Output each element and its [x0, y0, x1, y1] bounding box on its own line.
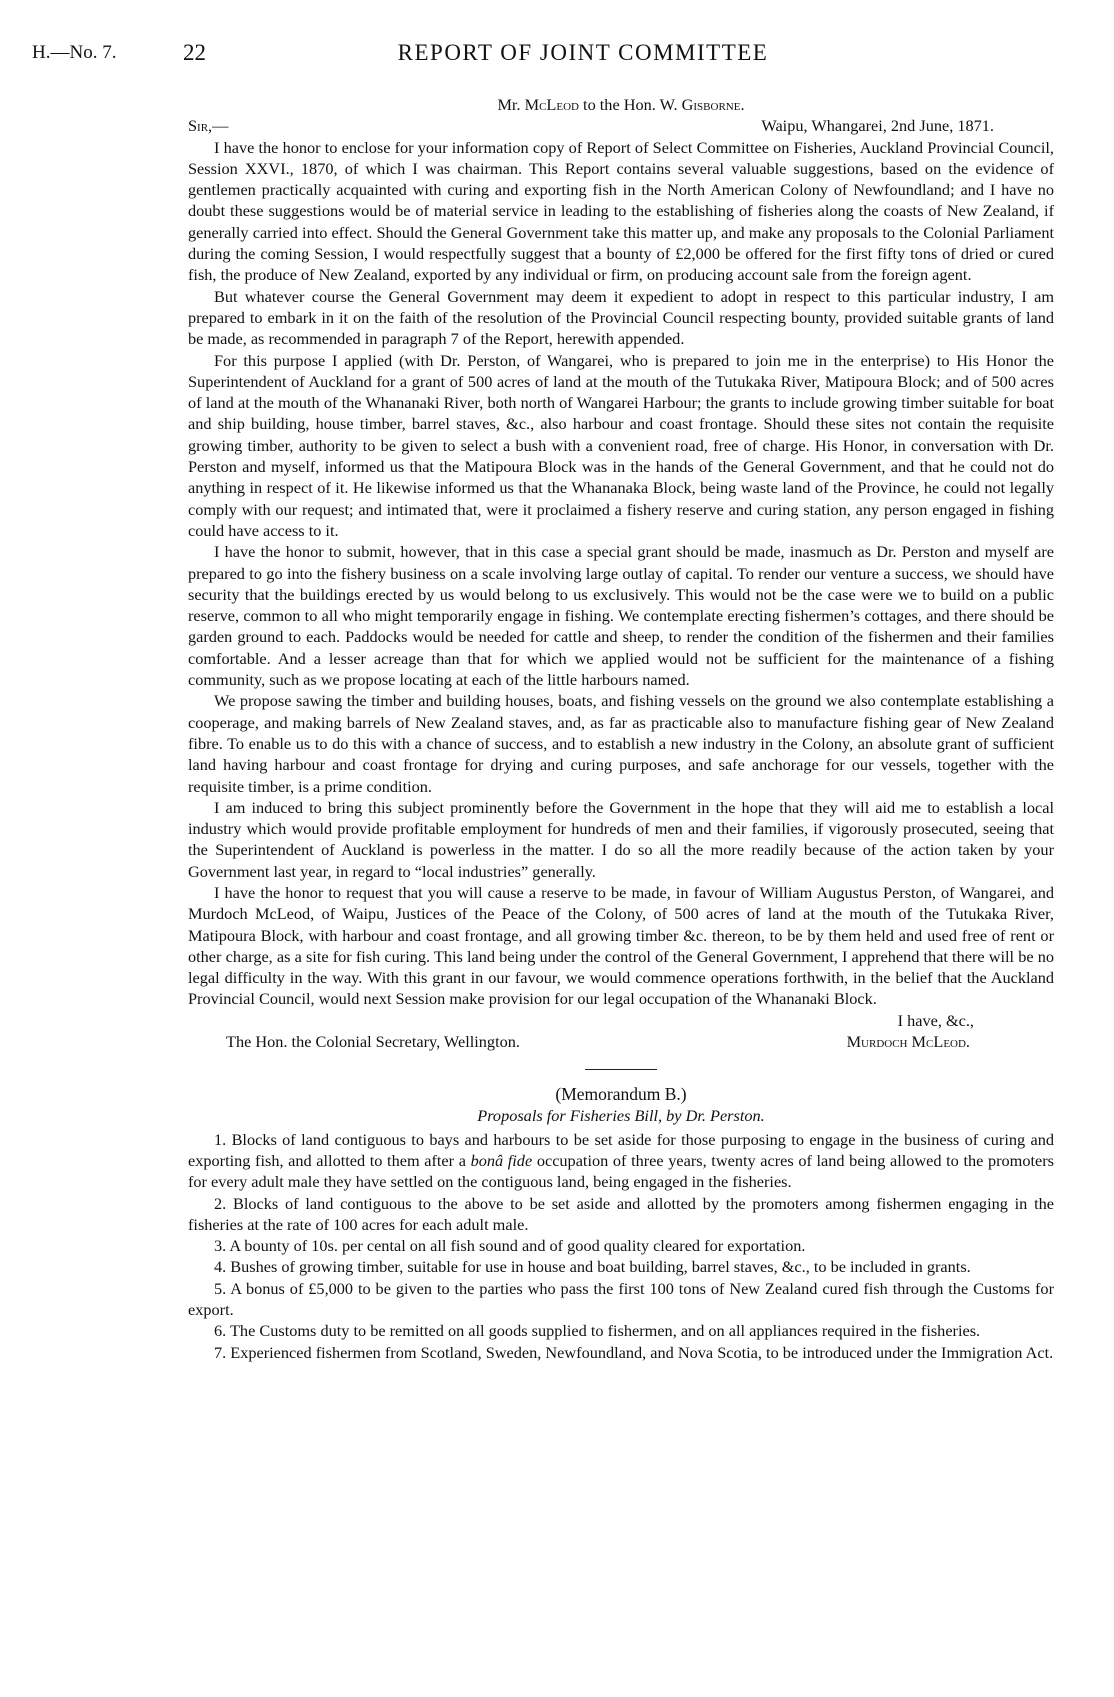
letter-heading: Mr. McLeod to the Hon. W. Gisborne. [497, 95, 745, 114]
letter-paragraph: I have the honor to request that you will cause a reserve to be made, in favour of William Augustus Perston, of Wangarei, and Murdoch McLeod, of Waipu, Justices of the Peace of the Colony, of 500 acres of land at the mouth of the Tutukaka River, Matipoura Block, with harbour and coast frontage, and all growing timber &c. thereon, to be by them held and used free of rent or other charge, as a site for fish curing. This land being under the control of the General Government, I apprehend that there will be no legal difficulty in the way. With this grant in our favour, we would commence operations forthwith, in the belief that the Auckland Provincial Council, would next Session make provision for our legal occupation of the Whananaki Block. [188, 882, 1054, 1009]
letter-paragraph: I am induced to bring this subject prominently before the Government in the hope that they will aid me to establish a local industry which would provide profitable employment for hundreds of men and their families, if vigorously prosecuted, seeing that the Superintendent of Auckland is powerless in the matter. I do so all the more readily because of the action taken by your Government last year, in regard to “local industries” generally. [188, 797, 1054, 881]
signature-line [188, 1031, 1054, 1053]
proposal-item: 7. Experienced fishermen from Scotland, Sweden, Newfoundland, and Nova Scotia, to be introduced under the Immigration Act. [214, 1342, 1054, 1362]
proposal-item: 1. Blocks of land contiguous to bays and harbours to be set aside for those purposing to engage in the business of curing and exporting fish, and allotted to them after a bonâ fide occupation of three years, twenty acres of land being allowed to the promoters for every adult male they have settled on the contiguous land, being engaged in the fisheries. [188, 1129, 1054, 1192]
page-header [32, 40, 1074, 70]
running-title: REPORT OF JOINT COMMITTEE [397, 40, 769, 65]
proposal-item: 6. The Customs duty to be remitted on all goods supplied to fishermen, and on all appliances required in the fisheries. [214, 1321, 981, 1341]
memo-title: (Memorandum B.) [555, 1084, 687, 1105]
salutation-line [188, 115, 1054, 136]
page-body [188, 94, 1054, 1363]
closing: I have, &c., [897, 1010, 974, 1030]
letter-paragraph: For this purpose I applied (with Dr. Perston, of Wangarei, who is prepared to join me in the enterprise) to His Honor the Superintendent of Auckland for a grant of 500 acres of land at the mouth of the Tutukaka River, Matipoura Block; and of 500 acres of land at the mouth of the Whananaki River, both north of Wangarei Harbour; the grants to include growing timber suitable for boat and ship building, house timber, barrel staves, &c., also harbour and coast frontage. Should these sites not contain the requisite growing timber, authority to be given to select a bush with a convenient road, free of charge. His Honor, in conversation with Dr. Perston and myself, informed us that the Matipoura Block was in the hands of the General Government, and that he could not do anything in respect of it. He likewise informed us that the Whananaka Block, being waste land of the Province, he could not legally comply with our request; and intimated that, were it proclaimed a fishery reserve and curing station, any person engaged in fishing could have access to it. [188, 350, 1054, 540]
place-date: Waipu, Whangarei, 2nd June, 1871. [761, 116, 994, 136]
proposal-item: 5. A bonus of £5,000 to be given to the parties who pass the first 100 tons of New Zealand cured fish through the Customs for export. [188, 1278, 1054, 1320]
proposal-list [188, 1129, 1054, 1363]
signature: Murdoch McLeod. [846, 1032, 970, 1052]
letter-paragraph: But whatever course the General Government may deem it expedient to adopt in respect to this particular industry, I am prepared to embark in it on the faith of the resolution of the Provincial Council respecting bounty, provided suitable grants of land be made, as recommended in paragraph 7 of the Report, herewith appended. [188, 286, 1054, 349]
proposal-item: 4. Bushes of growing timber, suitable for use in house and boat building, barrel staves, &c., to be included in grants. [214, 1257, 971, 1277]
section-divider [585, 1069, 657, 1070]
addressee: The Hon. the Colonial Secretary, Wellington. [226, 1032, 520, 1052]
proposal-item: 2. Blocks of land contiguous to the above to be set aside and allotted by the promoters among fishermen engaging in the fisheries at the rate of 100 acres for each adult male. [188, 1193, 1054, 1234]
salutation: Sir,— [188, 116, 229, 136]
memo-subtitle: Proposals for Fisheries Bill, by Dr. Perston. [477, 1106, 765, 1126]
paper-reference: H.—No. 7. [32, 42, 117, 63]
letter-paragraph: I have the honor to submit, however, that in this case a special grant should be made, inasmuch as Dr. Perston and myself are prepared to go into the fishery business on a scale involving large outlay of capital. To render our venture a success, we should have security that the buildings erected by us would belong to us exclusively. This would not be the case were we to build on a public reserve, common to all who might temporarily engage in fishing. We contemplate erecting fishermen’s cottages, and there should be garden ground to each. Paddocks would be needed for cattle and sheep, to render the condition of the fishermen and their families comfortable. And a lesser acreage than that for which we applied would not be sufficient for the maintenance of a fishing community, such as we propose locating at each of the little harbours named. [188, 542, 1054, 690]
letter-paragraph: We propose sawing the timber and building houses, boats, and fishing vessels on the ground we also contemplate establishing a cooperage, and making barrels of New Zealand staves, and, as far as practicable also to manufacture fishing gear of New Zealand fibre. To enable us to do this with a chance of success, and to establish a new industry in the Colony, an absolute grant of sufficient land having harbour and coast frontage for drying and curing purposes, and safe anchorage for our vessels, together with the requisite timber, is a prime condition. [188, 691, 1054, 796]
page-number: 22 [183, 40, 206, 65]
letter-paragraph: I have the honor to enclose for your information copy of Report of Select Committee on Fisheries, Auckland Provincial Council, Session XXVI., 1870, of which I was chairman. This Report contains several valuable suggestions, based on the evidence of gentlemen practically acquainted with curing and exporting fish in the North American Colony of Newfoundland; and I have no doubt these suggestions would be of material service in leading to the establishing of fisheries along the coasts of New Zealand, if generally carried into effect. Should the General Government take this matter up, and make any proposals to the Colonial Parliament during the coming Session, I would respectfully suggest that a bounty of £2,000 be offered for the first fifty tons of dried or cured fish, the produce of New Zealand, exported by any individual or firm, on producing account sale from the foreign agent. [188, 137, 1054, 285]
proposal-item: 3. A bounty of 10s. per cental on all fish sound and of good quality cleared for exportation. [214, 1236, 806, 1256]
